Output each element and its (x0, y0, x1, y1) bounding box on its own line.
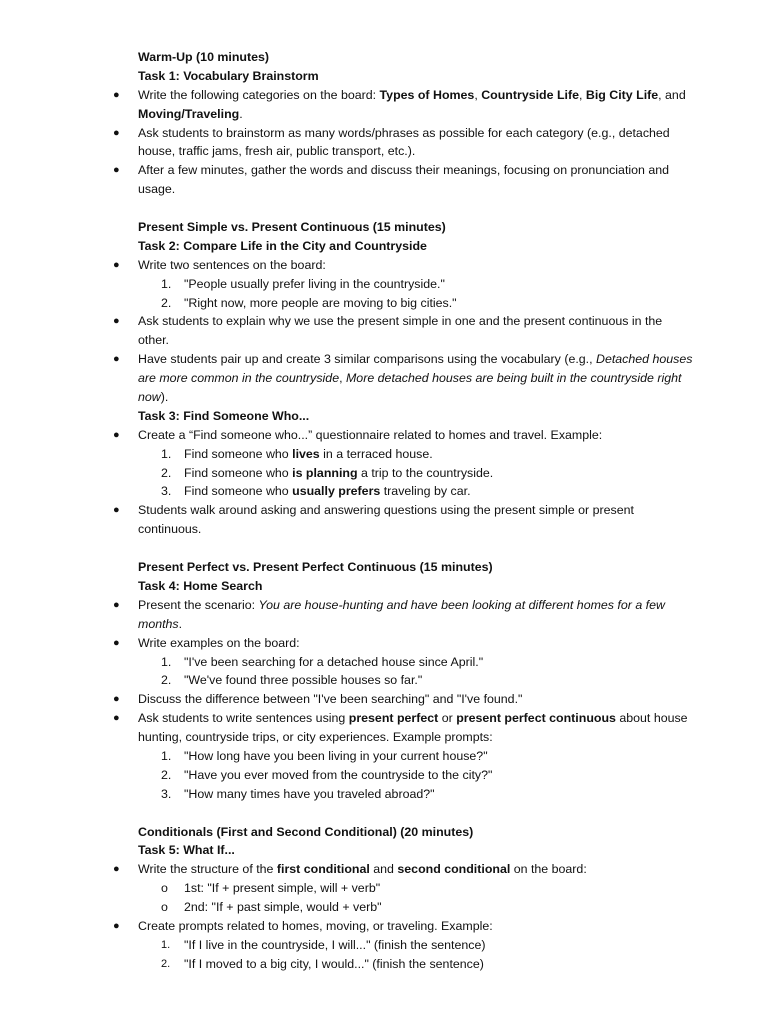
bullet-continuation: hunting, countryside trips, or city experiences. Example prompts: (138, 730, 493, 745)
bullet-icon: ● (113, 504, 120, 517)
lesson-plan-document (0, 48, 768, 974)
bullet-icon: ● (113, 919, 120, 932)
bullet-continuation: now). (138, 390, 169, 405)
sub-bullet-item: o 2nd: "If + past simple, would + verb" (0, 898, 768, 917)
circle-bullet-icon: o (161, 900, 168, 915)
bullet-item: ● Discuss the difference between "I've been searching" and "I've found." (0, 690, 768, 709)
bullet-continuation: Moving/Traveling. (138, 106, 243, 121)
task-title: Task 5: What If... (138, 843, 235, 858)
section-heading: Conditionals (First and Second Conditional) (20 minutes) (138, 824, 474, 839)
bullet-continuation: months. (138, 616, 183, 631)
bullet-continuation: are more common in the countryside, More detached houses are being built in the countryside right (138, 371, 682, 386)
numbered-item: 2. "If I moved to a big city, I would..." (finish the sentence) (161, 956, 484, 971)
bullet-icon: ● (113, 428, 120, 441)
spacer (0, 199, 768, 218)
spacer (0, 539, 768, 558)
section-heading: Present Perfect vs. Present Perfect Continuous (15 minutes) (138, 560, 493, 575)
bullet-icon: ● (113, 353, 120, 366)
bullet-item: ● Have students pair up and create 3 similar comparisons using the vocabulary (e.g., Detached houses (0, 350, 768, 369)
bullet-item: ● Create prompts related to homes, moving, or traveling. Example: (0, 917, 768, 936)
bullet-continuation: other. (138, 333, 170, 348)
bullet-item: ● Write the structure of the first conditional and second conditional on the board: (0, 860, 768, 879)
bullet-item: ● After a few minutes, gather the words and discuss their meanings, focusing on pronunciation and (0, 161, 768, 180)
circle-bullet-icon: o (161, 881, 168, 896)
sub-bullet-item: o 1st: "If + present simple, will + verb" (0, 879, 768, 898)
bullet-icon: ● (113, 126, 120, 139)
bullet-item: ● Write two sentences on the board: (0, 256, 768, 275)
numbered-item: 1. "If I live in the countryside, I will..." (finish the sentence) (161, 937, 486, 952)
spacer (0, 804, 768, 823)
bullet-continuation: continuous. (138, 522, 202, 537)
numbered-item: 3. Find someone who usually prefers traveling by car. (161, 484, 471, 499)
section-heading: Warm-Up (10 minutes) (138, 50, 270, 64)
bullet-icon: ● (113, 88, 120, 101)
bullet-icon: ● (113, 863, 120, 876)
bullet-continuation: usage. (138, 182, 176, 197)
task-title: Task 4: Home Search (138, 578, 263, 593)
task-title: Task 3: Find Someone Who... (138, 408, 310, 423)
bullet-item: ● Create a “Find someone who...” questionnaire related to homes and travel. Example: (0, 426, 768, 445)
bullet-item: ● Ask students to write sentences using present perfect or present perfect continuous about house (0, 709, 768, 728)
bullet-icon: ● (113, 164, 120, 177)
numbered-item: 2. "We've found three possible houses so far." (161, 673, 423, 688)
bullet-icon: ● (113, 693, 120, 706)
numbered-item: 1. "How long have you been living in your current house?" (161, 748, 488, 763)
bullet-icon: ● (113, 315, 120, 328)
numbered-item: 1. Find someone who lives in a terraced house. (161, 446, 433, 461)
bullet-icon: ● (113, 712, 120, 725)
numbered-item: 1. "I've been searching for a detached house since April." (161, 654, 484, 669)
bullet-item: ● Students walk around asking and answering questions using the present simple or present (0, 501, 768, 520)
numbered-item: 2. "Have you ever moved from the countryside to the city?" (161, 767, 493, 782)
bullet-icon: ● (113, 598, 120, 611)
bullet-text: Write the following categories on the board: Types of Homes, Countryside Life, Big City Life, and (138, 87, 686, 102)
numbered-item: 3. "How many times have you traveled abroad?" (161, 786, 435, 801)
bullet-item (0, 86, 768, 105)
task-title: Task 2: Compare Life in the City and Countryside (138, 238, 427, 253)
numbered-item: 2. Find someone who is planning a trip to the countryside. (161, 465, 494, 480)
bullet-continuation: house, traffic jams, fresh air, public transport, etc.). (138, 144, 416, 159)
bullet-icon: ● (113, 636, 120, 649)
bullet-item: ● Present the scenario: You are house-hunting and have been looking at different homes for a few (0, 596, 768, 615)
numbered-item: 1. "People usually prefer living in the countryside." (161, 276, 445, 291)
numbered-item: 2. "Right now, more people are moving to big cities." (161, 295, 457, 310)
bullet-item: ● Write examples on the board: (0, 634, 768, 653)
bullet-item: ● Ask students to brainstorm as many words/phrases as possible for each category (e.g., detached (0, 124, 768, 143)
section-heading: Present Simple vs. Present Continuous (15 minutes) (138, 220, 446, 235)
task-title: Task 1: Vocabulary Brainstorm (138, 68, 319, 83)
bullet-icon: ● (113, 258, 120, 271)
bullet-item: ● Ask students to explain why we use the present simple in one and the present continuous in the (0, 312, 768, 331)
